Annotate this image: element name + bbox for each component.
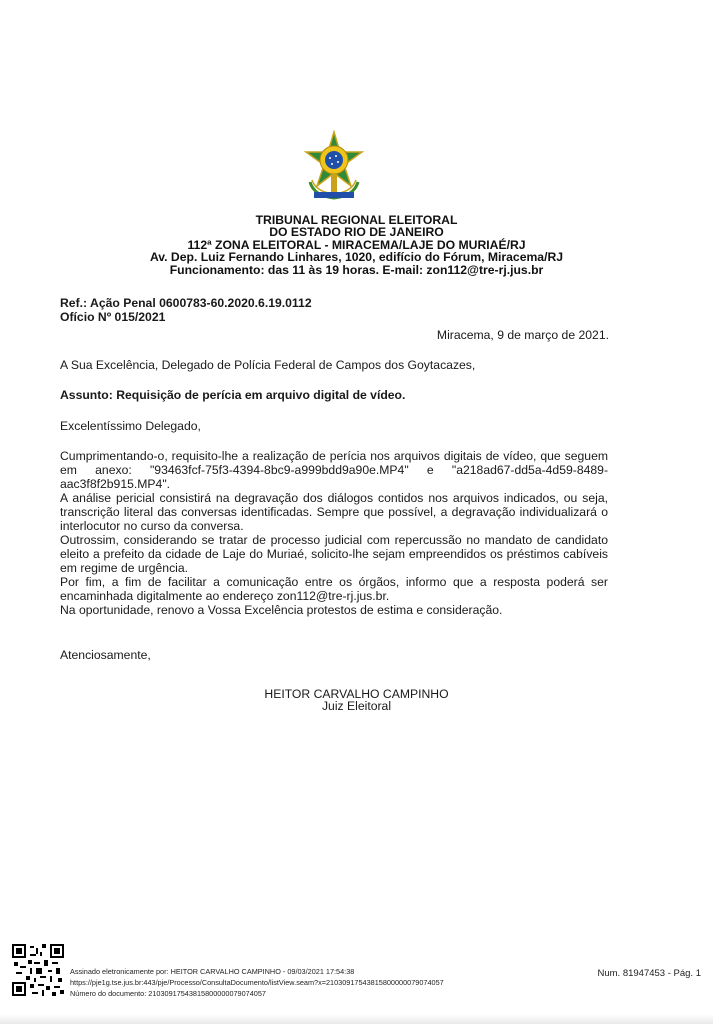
body-paragraph: A análise pericial consistirá na degravação dos diálogos contidos nos arquivos indicados, ou seja, transcrição literal das conversas identificadas. Sempre que possível, a degravação individualizará o interlocutor no curso da conversa. bbox=[60, 491, 608, 533]
page-number: Num. 81947453 - Pág. 1 bbox=[597, 968, 701, 979]
footer-url: https://pje1g.tse.jus.br:443/pje/Processo/ConsultaDocumento/listView.seam?x=21030917543815800000079074057 bbox=[70, 978, 444, 988]
greeting: Excelentíssimo Delegado, bbox=[60, 419, 201, 433]
header-address: Av. Dep. Luiz Fernando Linhares, 1020, edifício do Fórum, Miracema/RJ bbox=[149, 250, 564, 265]
qr-code-icon bbox=[12, 944, 64, 996]
body-paragraph: Outrossim, considerando se tratar de processo judicial com repercussão no mandato de candidato eleito a prefeito da cidade de Laje do Muriaé, solicito-lhe sejam empreendidos os préstimos cabíveis em regime de urgência. bbox=[60, 533, 608, 575]
letter-date: Miracema, 9 de março de 2021. bbox=[436, 328, 609, 342]
subject-line: Assunto: Requisição de perícia em arquivo digital de vídeo. bbox=[60, 388, 406, 402]
closing: Atenciosamente, bbox=[60, 648, 151, 662]
document-header bbox=[40, 214, 673, 276]
reference-case: Ref.: Ação Penal 0600783-60.2020.6.19.0112 bbox=[60, 296, 312, 310]
signer-name: HEITOR CARVALHO CAMPINHO bbox=[264, 687, 449, 701]
body-paragraph: Cumprimentando-o, requisito-lhe a realização de perícia nos arquivos digitais de vídeo, que seguem em anexo: "93463fcf-75f3-4394-8bc9-a999bdd9a90e.MP4" e "a218ad67-dd5a-4d59-8489-aac3f8f2b915.MP4". bbox=[60, 449, 608, 491]
header-court: TRIBUNAL REGIONAL ELEITORAL bbox=[255, 213, 458, 227]
reference-oficio: Ofício Nº 015/2021 bbox=[60, 310, 166, 324]
addressee: A Sua Excelência, Delegado de Polícia Federal de Campos dos Goytacazes, bbox=[60, 358, 476, 372]
footer-signed-by: Assinado eletronicamente por: HEITOR CARVALHO CAMPINHO - 09/03/2021 17:54:38 bbox=[70, 967, 355, 976]
letter-body bbox=[60, 449, 608, 617]
page-edge-shadow bbox=[0, 1014, 713, 1024]
body-paragraph: Na oportunidade, renovo a Vossa Excelência protestos de estima e consideração. bbox=[60, 603, 503, 617]
footer-document-number: Número do documento: 21030917543815800000079074057 bbox=[70, 989, 266, 999]
header-zone: 112ª ZONA ELEITORAL - MIRACEMA/LAJE DO MURIAÉ/RJ bbox=[187, 237, 526, 252]
body-paragraph: Por fim, a fim de facilitar a comunicação entre os órgãos, informo que a resposta poderá ser encaminhada digitalmente ao endereço zon112@tre-rj.jus.br. bbox=[60, 575, 608, 603]
signer-role: Juiz Eleitoral bbox=[321, 699, 392, 713]
header-state: DO ESTADO RIO DE JANEIRO bbox=[269, 225, 444, 240]
brasao-republica-emblem bbox=[300, 130, 368, 202]
header-hours-email: Funcionamento: das 11 às 19 horas. E-mail: zon112@tre-rj.jus.br bbox=[169, 262, 544, 277]
reference-block bbox=[60, 296, 312, 324]
signature-block bbox=[0, 688, 713, 712]
signature-footer bbox=[70, 966, 444, 1000]
